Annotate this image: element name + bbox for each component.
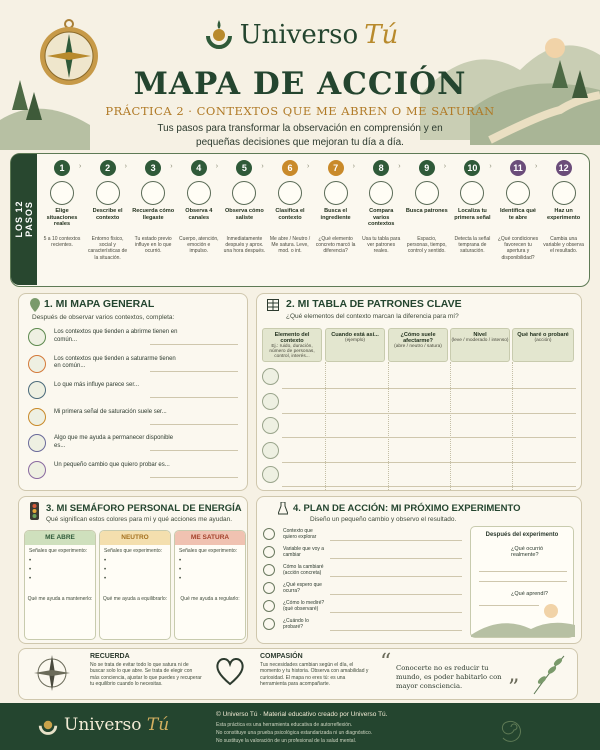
table-icon — [267, 299, 279, 311]
steps-panel — [10, 153, 590, 287]
compass-rose-icon — [32, 653, 72, 693]
map-row-answer-line[interactable] — [150, 344, 238, 345]
step-number: 3 — [145, 160, 161, 176]
map-row-answer-line[interactable] — [150, 424, 238, 425]
person-icon — [141, 181, 165, 205]
step-7 — [315, 160, 357, 255]
step-desc: Tu estado previo influye en lo que ocurrió. — [134, 236, 172, 255]
plan-row-answer-line[interactable] — [330, 540, 462, 541]
step-arrow-icon: › — [489, 163, 492, 170]
people-icon — [262, 393, 279, 410]
plan-row-label: ¿Qué espero que ocurra? — [283, 582, 322, 594]
traffic-light-label: ME SATURA — [175, 531, 245, 545]
step-arrow-icon: › — [352, 163, 355, 170]
brand-logo-icon — [202, 18, 236, 52]
traffic-light-column — [24, 530, 96, 640]
gear-icon — [263, 546, 275, 558]
step-title: Busca patrones — [405, 208, 448, 214]
map-row-icon — [28, 355, 46, 373]
plan-row-answer-line[interactable] — [330, 630, 462, 631]
after-experiment-box — [470, 526, 574, 638]
flask-icon — [278, 502, 288, 515]
step-title: Identifica qué te abre — [499, 208, 537, 221]
puzzle-icon — [324, 181, 348, 205]
step-number: 10 — [464, 160, 480, 176]
step-desc: Inmediatamente después y aprox. una hora después. — [223, 236, 266, 255]
footer-line-2: No constituye una prueba psicológica estandarizada ni un diagnóstico. — [216, 730, 373, 736]
column-hint: (abre / neutro / satura) — [394, 344, 442, 349]
map-row-prompt: Un pequeño cambio que quiero probar es... — [54, 461, 170, 468]
table-row[interactable] — [282, 486, 576, 487]
table-column-header — [262, 328, 322, 362]
step-title: Observa cómo saliste — [224, 208, 264, 221]
sliders-icon — [262, 442, 279, 459]
traffic-light-column — [99, 530, 171, 640]
column-hint: (acción) — [534, 338, 552, 343]
plan-row-label: Contexto que quiero explorar — [283, 528, 317, 540]
table-column-header — [388, 328, 448, 362]
step-title: Elige situaciones reales — [46, 208, 78, 228]
step-number: 9 — [419, 160, 435, 176]
remember-title: RECUERDA — [90, 653, 130, 660]
step-title: Describe el contexto — [92, 208, 123, 221]
after-q1: ¿Qué ocurrió realmente? — [511, 546, 544, 558]
step-title: Haz un experimento — [546, 208, 581, 221]
signals-bullets[interactable]: • • • — [104, 558, 107, 582]
step-6 — [269, 160, 311, 255]
map-row-icon — [28, 408, 46, 426]
step-title: Clasifica el contexto — [275, 208, 305, 221]
step-title: Compara varios contextos — [367, 208, 395, 228]
step-number: 5 — [236, 160, 252, 176]
heart-icon — [506, 181, 530, 205]
after-q2: ¿Qué aprendí? — [511, 591, 548, 597]
step-9 — [406, 160, 448, 255]
traffic-light-question: Qué me ayuda a mantenerlo: — [27, 596, 93, 602]
footer-line-1: Esta práctica es una herramienta educativa de autorreflexión. — [216, 722, 353, 728]
list-icon — [50, 181, 74, 205]
signals-bullets[interactable]: • • • — [29, 558, 32, 582]
map-row-prompt: Mi primera señal de saturación suele ser... — [54, 408, 167, 415]
plan-row-label: Cómo la cambiaré (acción concreta) — [283, 564, 324, 576]
step-3 — [132, 160, 174, 255]
map-row-icon — [28, 461, 46, 479]
table-column-divider — [512, 362, 513, 490]
table-row[interactable] — [282, 388, 576, 389]
map-row-icon — [28, 328, 46, 346]
map-row-answer-line[interactable] — [150, 397, 238, 398]
step-desc: 5 a 10 contextos recientes. — [43, 236, 81, 249]
map-row-answer-line[interactable] — [150, 450, 238, 451]
step-8 — [360, 160, 402, 255]
step-arrow-icon: › — [215, 163, 219, 170]
table-column-header — [512, 328, 574, 362]
step-arrow-icon: › — [124, 163, 127, 170]
plan-row-answer-line[interactable] — [330, 576, 462, 577]
footer-logo-icon — [36, 713, 60, 737]
traffic-light-title: 3. MI SEMÁFORO PERSONAL DE ENERGÍA — [46, 503, 242, 514]
quote-close-icon: ” — [508, 676, 520, 701]
step-title: Localiza tu primera señal — [454, 208, 491, 221]
signals-label: Señales que experimento: — [179, 548, 238, 554]
refresh-icon — [263, 564, 275, 576]
step-12 — [543, 160, 585, 255]
step-desc: ¿Qué elemento concreto marcó la diferencia? — [315, 236, 356, 255]
step-10 — [451, 160, 493, 255]
plan-row-answer-line[interactable] — [330, 558, 462, 559]
step-desc: Detecta la señal temprana de saturación. — [454, 236, 491, 255]
leaf-branch-icon — [528, 652, 568, 696]
step-number: 7 — [328, 160, 344, 176]
volume-icon — [262, 368, 279, 385]
column-hint: Ej.: ruido, duración, número de personas, control, interés... — [269, 344, 315, 359]
patterns-table-title: 2. MI TABLA DE PATRONES CLAVE — [286, 298, 462, 310]
page-subtitle: PRÁCTICA 2 · CONTEXTOS QUE ME ABREN O ME SATURAN — [105, 104, 495, 118]
step-arrow-icon: › — [398, 163, 401, 170]
signals-label: Señales que experimento: — [104, 548, 163, 554]
action-plan-subtitle: Diseño un pequeño cambio y observo el resultado. — [310, 516, 457, 523]
traffic-light-question: Qué me ayuda a regularlo: — [180, 596, 240, 602]
step-arrow-icon: › — [261, 163, 264, 170]
step-number: 4 — [191, 160, 207, 176]
column-title: Qué haré o probaré — [517, 332, 569, 338]
footer — [0, 703, 600, 750]
column-title: Nivel — [473, 332, 487, 338]
brand — [0, 18, 600, 52]
table-column-divider — [450, 362, 451, 490]
plan-row-answer-line[interactable] — [330, 612, 462, 613]
table-row[interactable] — [282, 413, 576, 414]
map-row-icon — [28, 434, 46, 452]
traffic-light-question: Qué me ayuda a equilibrarlo: — [102, 596, 168, 602]
calendar-icon — [263, 618, 275, 630]
target-icon — [263, 528, 275, 540]
compassion-title: COMPASIÓN — [260, 653, 303, 660]
step-desc: ¿Qué condiciones favorecen tu apertura y disponibilidad? — [497, 236, 539, 261]
column-title: Cuando está así... — [331, 332, 379, 338]
traffic-light-icon — [30, 502, 39, 520]
step-number: 6 — [282, 160, 298, 176]
table-row[interactable] — [282, 437, 576, 438]
map-row-prompt: Algo que me ayuda a permanecer disponible es... — [54, 435, 174, 449]
rocket-icon — [552, 181, 576, 205]
column-hint: (leve / moderado / intenso) — [451, 338, 509, 343]
table-column-header — [325, 328, 385, 362]
step-desc: Cuerpo, atención, emoción e impulso. — [179, 236, 219, 255]
step-number: 2 — [100, 160, 116, 176]
plan-row-label: ¿Cuándo lo probaré? — [283, 618, 309, 630]
step-desc: Me abre / Neutro / Me satura. Leve, mod. o int. — [269, 236, 311, 255]
steps-label: LOS 12 PASOS — [14, 200, 34, 238]
step-desc: Espacio, personas, tiempo, control y sentido. — [406, 236, 447, 255]
remember-text: No se trata de evitar todo lo que satura ni de buscar solo lo que abre. Se trata de elegir con más conciencia, ajustar lo que puedes y recuperar tu equilibrio cuando lo necesitas. — [90, 662, 202, 687]
steps-tab — [11, 154, 37, 285]
step-title: Observa 4 canales — [185, 208, 213, 221]
patterns-table-subtitle: ¿Qué elementos del contexto marcan la diferencia para mí? — [286, 313, 459, 320]
step-5 — [223, 160, 265, 255]
table-icon — [369, 181, 393, 205]
step-arrow-icon: › — [170, 163, 173, 170]
quote-text: Conocerte no es reducir tu mundo, es poder habitarlo con mayor consciencia. — [396, 664, 502, 690]
signals-label: Señales que experimento: — [29, 548, 88, 554]
clock-icon — [262, 417, 279, 434]
page-title: MAPA DE ACCIÓN — [133, 66, 467, 102]
column-title: Elemento del contexto — [274, 332, 310, 344]
tag-icon — [278, 181, 302, 205]
table-column-header — [450, 328, 510, 362]
after-experiment-title: Después del experimento — [485, 532, 559, 538]
action-plan-title: 4. PLAN DE ACCIÓN: MI PRÓXIMO EXPERIMENTO — [293, 503, 521, 514]
map-row-prompt: Los contextos que tienden a saturarme tienen en común... — [54, 355, 176, 370]
step-title: Busca el ingrediente — [320, 208, 351, 221]
general-map-title: 1. MI MAPA GENERAL — [44, 298, 155, 310]
footer-brand: Universo Tú — [64, 715, 170, 735]
compass-icon — [262, 466, 279, 483]
step-desc: Usa tu tabla para ver patrones reales. — [362, 236, 401, 255]
step-desc: Entorno físico, social y características de la situación. — [88, 236, 128, 261]
map-row-answer-line[interactable] — [150, 371, 238, 372]
eye-icon — [263, 600, 275, 612]
step-arrow-icon: › — [79, 163, 82, 170]
hills-illustration — [471, 599, 575, 637]
map-row-answer-line[interactable] — [150, 477, 238, 478]
map-row-prompt: Lo que más influye parece ser... — [54, 382, 140, 388]
step-arrow-icon: › — [443, 163, 447, 170]
column-title: ¿Cómo suele afectarme? — [400, 332, 436, 344]
bars-icon — [415, 181, 439, 205]
page-intro: Tus pasos para transformar la observación en comprensión y en pequeñas decisiones que mejoran tu día a día. — [157, 123, 443, 148]
table-row[interactable] — [282, 462, 576, 463]
traffic-light-column — [174, 530, 246, 640]
location-pin-icon — [30, 298, 40, 312]
step-number: 1 — [54, 160, 70, 176]
map-row-icon — [28, 381, 46, 399]
traffic-light-label: NEUTRO — [100, 531, 170, 545]
step-4 — [178, 160, 220, 255]
grid-icon — [187, 181, 211, 205]
table-column-divider — [388, 362, 389, 490]
step-arrow-icon: › — [535, 163, 538, 170]
step-number: 11 — [510, 160, 526, 176]
step-number: 8 — [373, 160, 389, 176]
brand-name: Universo Tú — [239, 20, 399, 50]
step-1 — [41, 160, 83, 248]
step-title: Recuerda cómo llegaste — [132, 208, 175, 221]
lightbulb-icon — [263, 582, 275, 594]
clock-icon — [232, 181, 256, 205]
table-column-divider — [325, 362, 326, 490]
step-arrow-icon: › — [307, 163, 310, 170]
footer-title: © Universo Tú · Material educativo creado por Universo Tú. — [216, 711, 388, 718]
plan-row-answer-line[interactable] — [330, 594, 462, 595]
step-number: 12 — [556, 160, 572, 176]
footer-line-3: No sustituye la valoración de un profesional de la salud mental. — [216, 738, 357, 744]
step-2 — [87, 160, 129, 261]
quote-open-icon: “ — [380, 650, 392, 675]
column-hint: (ejemplo) — [345, 338, 365, 343]
step-desc: Cambia una variable y observa el resultado. — [543, 236, 584, 255]
plan-row-label: Variable que voy a cambiar — [283, 546, 325, 558]
compassion-text: Tus necesidades cambian según el día, el momento y tu historia. Observa con amabilidad y curiosidad. El mapa no eres tú: es una herramienta para acompañarte. — [260, 662, 369, 687]
signals-bullets[interactable]: • • • — [179, 558, 182, 582]
general-map-subtitle: Después de observar varios contextos, completa: — [32, 314, 175, 321]
magnifier-icon — [96, 181, 120, 205]
spiral-illustration — [486, 707, 536, 747]
heart-outline-icon — [214, 656, 246, 686]
step-11 — [497, 160, 539, 261]
traffic-light-subtitle: Qué significan estos colores para mí y qué acciones me ayudan. — [46, 516, 233, 523]
plan-row-label: ¿Cómo lo mediré? (qué observaré) — [283, 600, 325, 612]
traffic-light-label: ME ABRE — [25, 531, 95, 545]
map-row-prompt: Los contextos que tienden a abrirme tienen en común... — [54, 329, 178, 343]
warning-icon — [460, 181, 484, 205]
